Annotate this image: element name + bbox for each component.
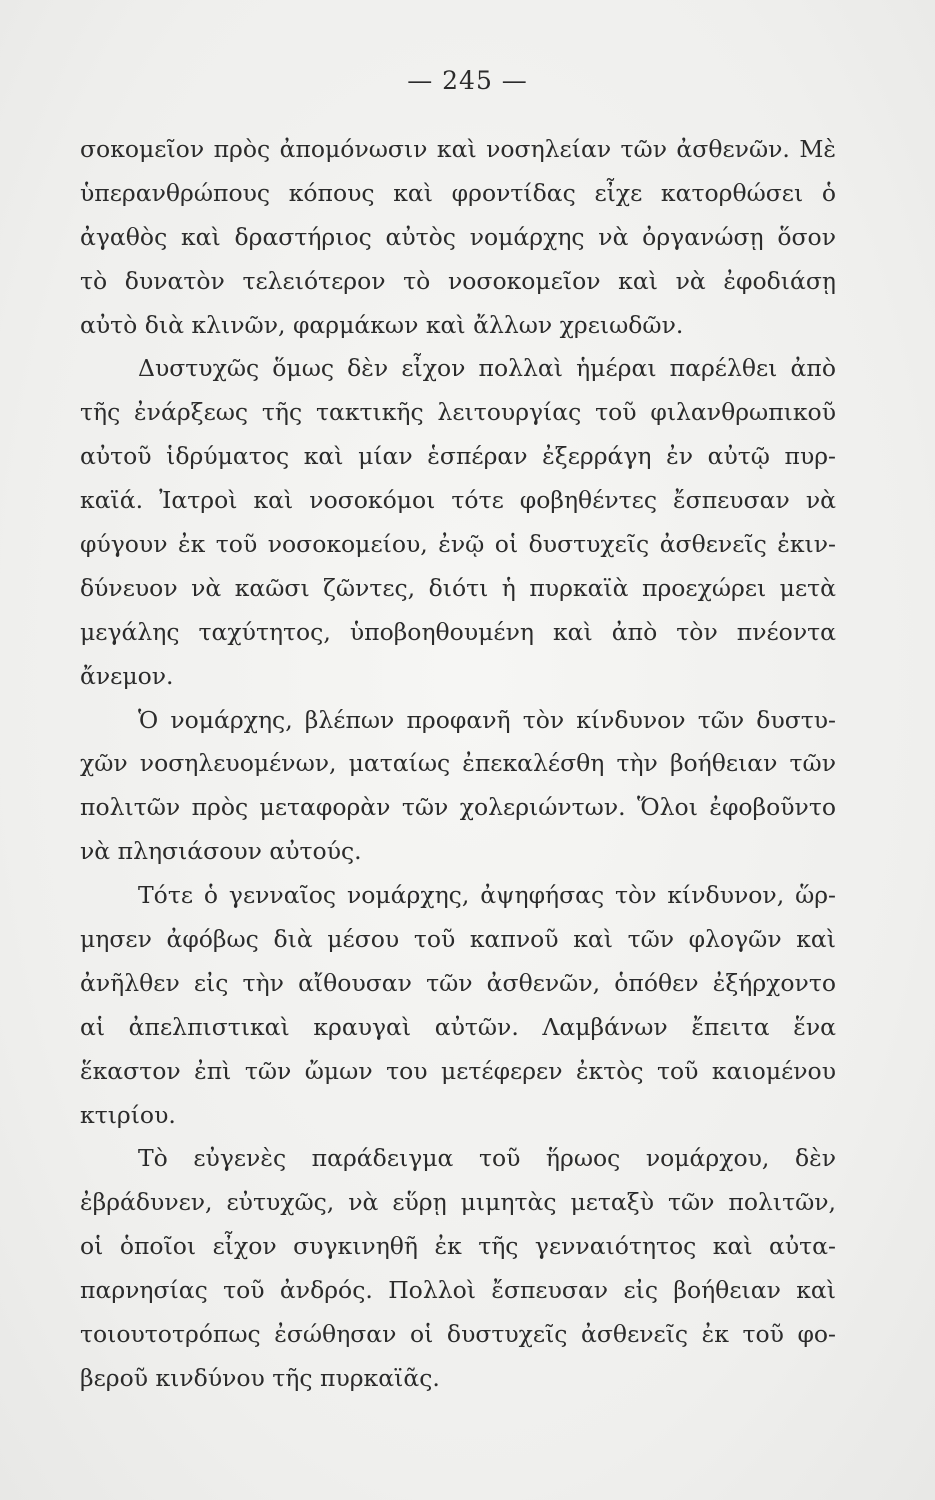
text-line: οἱ ὁποῖοι εἶχον συγκινηθῆ ἐκ τῆς γενναιότητος καὶ αὐτα- (80, 1232, 836, 1261)
text-line: τὸ δυνατὸν τελειότερον τὸ νοσοκομεῖον καὶ νὰ ἐφοδιάσῃ (80, 266, 836, 295)
text-line: ἀγαθὸς καὶ δραστήριος αὐτὸς νομάρχης νὰ ὀργανώσῃ ὅσον (80, 222, 836, 251)
text-line: παρνησίας τοῦ ἀνδρός. Πολλοὶ ἔσπευσαν εἰς βοήθειαν καὶ (80, 1276, 836, 1305)
text-line: ἐβράδυνεν, εὐτυχῶς, νὰ εὕρῃ μιμητὰς μεταξὺ τῶν πολιτῶν, (80, 1188, 836, 1217)
text-line: νὰ πλησιάσουν αὐτούς. (80, 837, 362, 866)
text-line: τῆς ἐνάρξεως τῆς τακτικῆς λειτουργίας τοῦ φιλανθρωπικοῦ (80, 398, 836, 427)
text-line: αἱ ἀπελπιστικαὶ κραυγαὶ αὐτῶν. Λαμβάνων ἔπειτα ἕνα (80, 1012, 836, 1041)
text-line: Δυστυχῶς ὅμως δὲν εἶχον πολλαὶ ἡμέραι παρέλθει ἀπὸ (138, 354, 836, 383)
text-line: ἕκαστον ἐπὶ τῶν ὤμων του μετέφερεν ἐκτὸς τοῦ καιομένου (80, 1056, 836, 1085)
text-line: βεροῦ κινδύνου τῆς πυρκαϊᾶς. (80, 1363, 440, 1392)
body-text (80, 128, 836, 1401)
text-line: τοιουτοτρόπως ἐσώθησαν οἱ δυστυχεῖς ἀσθενεῖς ἐκ τοῦ φο- (80, 1320, 836, 1349)
text-line: σοκομεῖον πρὸς ἀπομόνωσιν καὶ νοσηλείαν τῶν ἀσθενῶν. Μὲ (80, 135, 836, 163)
text-line: αὐτὸ διὰ κλινῶν, φαρμάκων καὶ ἄλλων χρειωδῶν. (80, 310, 684, 339)
text-line: μεγάλης ταχύτητος, ὑποβοηθουμένη καὶ ἀπὸ τὸν πνέοντα (80, 617, 836, 646)
text-line: δύνευον νὰ καῶσι ζῶντες, διότι ἡ πυρκαϊὰ προεχώρει μετὰ (80, 573, 836, 602)
text-line: Ὁ νομάρχης, βλέπων προφανῆ τὸν κίνδυνον τῶν δυστυ- (138, 705, 836, 734)
text-line: αὐτοῦ ἱδρύματος καὶ μίαν ἑσπέραν ἐξερράγη ἐν αὐτῷ πυρ- (80, 442, 836, 471)
text-line: φύγουν ἐκ τοῦ νοσοκομείου, ἐνῷ οἱ δυστυχεῖς ἀσθενεῖς ἐκιν- (80, 530, 836, 559)
text-line: ἄνεμον. (80, 661, 174, 690)
text-line: ὑπερανθρώπους κόπους καὶ φροντίδας εἶχε κατορθώσει ὁ (80, 178, 836, 207)
page-number: — 245 — (407, 66, 528, 95)
text-line: μησεν ἀφόβως διὰ μέσου τοῦ καπνοῦ καὶ τῶν φλογῶν καὶ (80, 925, 836, 954)
text-line: ἀνῆλθεν εἰς τὴν αἴθουσαν τῶν ἀσθενῶν, ὁπόθεν ἐξήρχοντο (80, 968, 836, 997)
text-line: πολιτῶν πρὸς μεταφορὰν τῶν χολεριώντων. Ὅλοι ἐφοβοῦντο (80, 793, 836, 822)
text-line: κτιρίου. (80, 1100, 176, 1129)
text-line: καϊά. Ἰατροὶ καὶ νοσοκόμοι τότε φοβηθέντες ἔσπευσαν νὰ (80, 486, 836, 515)
text-line: χῶν νοσηλευομένων, ματαίως ἐπεκαλέσθη τὴν βοήθειαν τῶν (80, 749, 836, 778)
text-line: Τότε ὁ γενναῖος νομάρχης, ἀψηφήσας τὸν κίνδυνον, ὥρ- (138, 881, 836, 910)
text-line: Τὸ εὐγενὲς παράδειγμα τοῦ ἥρωος νομάρχου, δὲν (138, 1144, 836, 1173)
